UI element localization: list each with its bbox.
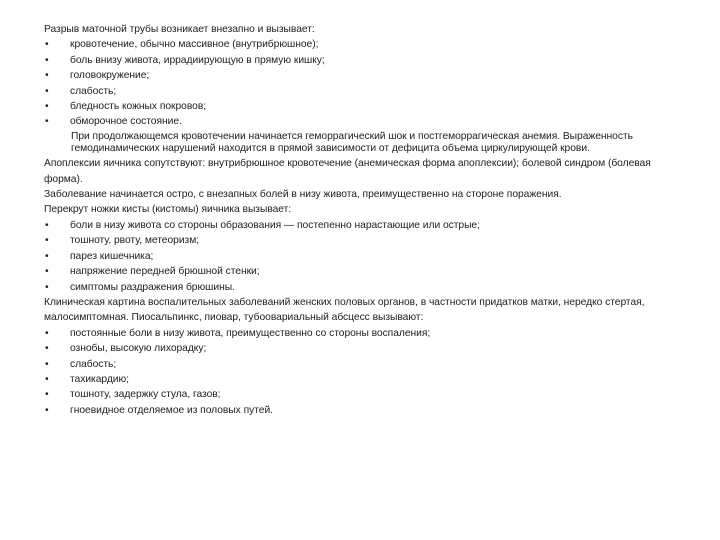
apoplexy-paragraph: Апоплексии яичника сопутствуют: внутрибрюшное кровотечение (анемическая форма апоплексии); болевой синдром (болевая форма). (44, 158, 651, 185)
hemorrhagic-shock-note: При продолжающемся кровотечении начинается геморрагический шок и постгеморрагическая анемия. Выраженность гемодинамических нарушений находится в прямой зависимости от дефицита объема циркулирующей крови. (71, 130, 633, 155)
list-item: • слабость; (44, 357, 684, 372)
bullet-icon: • (45, 85, 49, 97)
tube-rupture-list (44, 37, 684, 129)
list-item: • симптомы раздражения брюшины. (44, 280, 684, 295)
bullet-icon: • (45, 358, 49, 370)
list-item: • головокружение; (44, 68, 684, 83)
list-item: • ознобы, высокую лихорадку; (44, 341, 684, 356)
bullet-icon: • (45, 281, 49, 293)
list-item: • тошноту, рвоту, метеоризм; (44, 233, 684, 248)
list-item: • боли в низу живота со стороны образования — постепенно нарастающие или острые; (44, 218, 684, 233)
bullet-icon: • (45, 54, 49, 66)
list-item: • обморочное состояние. (44, 114, 684, 129)
list-item: • слабость; (44, 84, 684, 99)
torsion-heading: Перекрут ножки кисты (кистомы) яичника вызывает: (44, 204, 292, 216)
bullet-icon: • (45, 116, 49, 128)
list-item: • тошноту, задержку стула, газов; (44, 387, 684, 402)
list-item: • гноевидное отделяемое из половых путей. (44, 403, 684, 418)
bullet-icon: • (45, 389, 49, 401)
slide-text-body (44, 22, 684, 418)
list-item: • тахикардию; (44, 372, 684, 387)
list-item: • кровотечение, обычно массивное (внутрибрюшное); (44, 37, 684, 52)
torsion-list (44, 218, 684, 295)
inflammation-heading: Клиническая картина воспалительных заболеваний женских половых органов, в частности придатков матки, нередко стертая, малосимптомная. Пиосальпинкс, пиовар, тубоовариальный абсцесс вызывают: (44, 296, 645, 324)
bullet-icon: • (45, 250, 49, 262)
bullet-icon: • (45, 101, 49, 113)
bullet-icon: • (45, 70, 49, 82)
apoplexy-onset-paragraph: Заболевание начинается остро, с внезапных болей в низу живота, преимущественно на стороне поражения. (44, 189, 562, 201)
bullet-icon: • (45, 235, 49, 247)
list-item: • боль внизу живота, иррадиирующую в прямую кишку; (44, 53, 684, 68)
bullet-icon: • (45, 404, 49, 416)
list-item: • бледность кожных покровов; (44, 99, 684, 114)
bullet-icon: • (45, 39, 49, 51)
bullet-icon: • (45, 266, 49, 278)
inflammation-list (44, 326, 684, 418)
tube-rupture-heading: Разрыв маточной трубы возникает внезапно и вызывает: (44, 24, 315, 35)
bullet-icon: • (45, 219, 49, 231)
list-item: • парез кишечника; (44, 249, 684, 264)
bullet-icon: • (45, 343, 49, 355)
bullet-icon: • (45, 327, 49, 339)
bullet-icon: • (45, 373, 49, 385)
list-item: • постоянные боли в низу живота, преимущественно со стороны воспаления; (44, 326, 684, 341)
list-item: • напряжение передней брюшной стенки; (44, 264, 684, 279)
